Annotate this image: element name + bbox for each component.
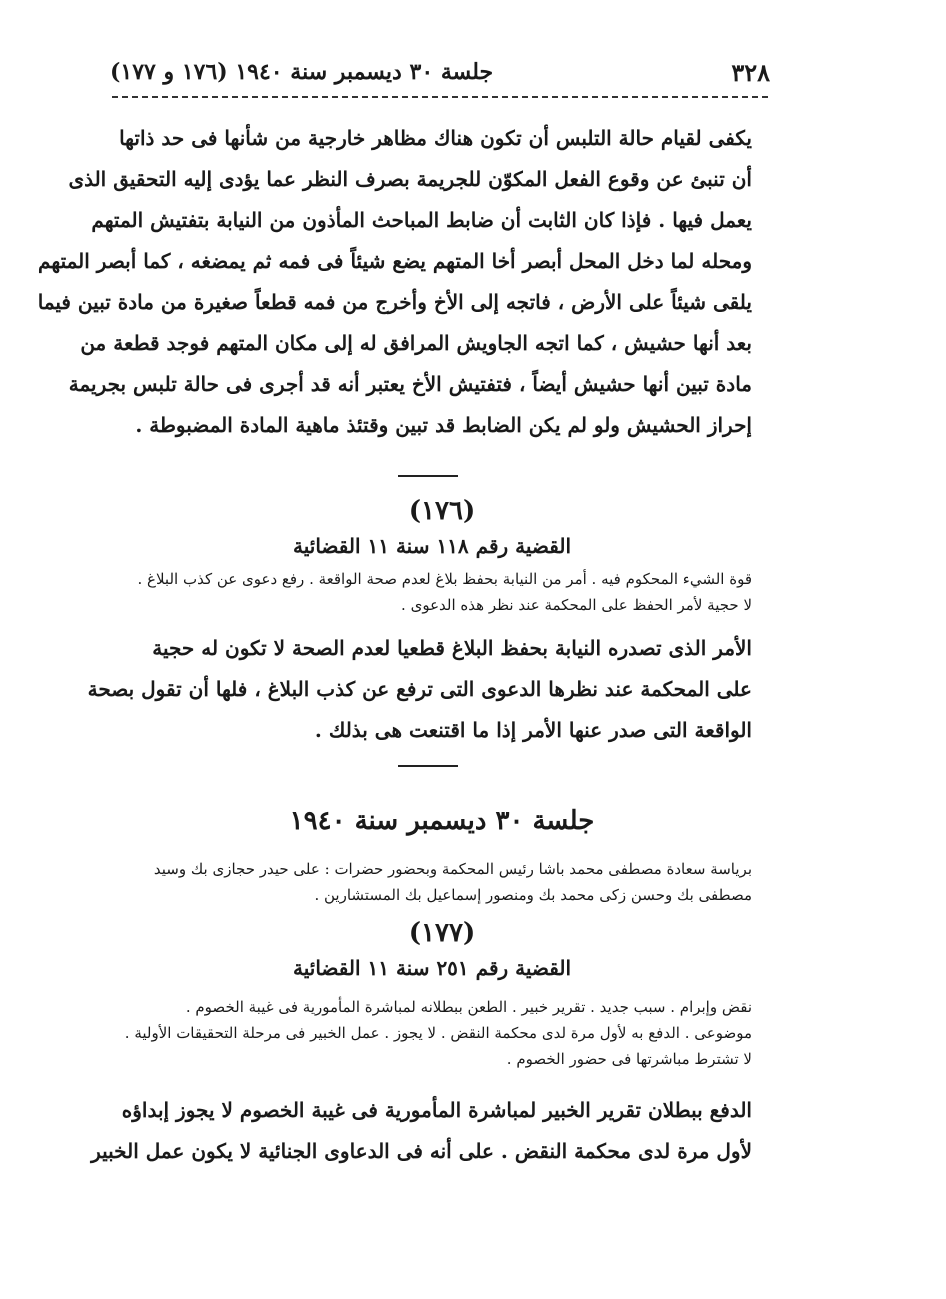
page-number: ٣٢٨ — [731, 57, 770, 87]
text-line: يلقى شيئاً على الأرض ، فاتجه إلى الأخ وأخرج من فمه قطعاً صغيرة من مادة تبين فيما — [37, 290, 752, 314]
text-line: بعد أنها حشيش ، كما اتجه الجاويش المرافق له إلى مكان المتهم فوجد قطعة من — [80, 331, 752, 355]
text-line: ومحله لما دخل المحل أبصر أخا المتهم يضع شيئاً فى فمه ثم يمضغه ، كما أبصر المتهم — [38, 249, 752, 273]
case-176-body — [87, 628, 752, 751]
running-title: جلسة ٣٠ ديسمبر سنة ١٩٤٠ (١٧٦ و ١٧٧) — [110, 59, 494, 85]
text-line: يكفى لقيام حالة التلبس أن تكون هناك مظاهر خارجية من شأنها فى حد ذاتها — [119, 126, 752, 150]
text-line: على المحكمة عند نظرها الدعوى التى ترفع عن كذب البلاغ ، فلها أن تقول بصحة — [87, 677, 752, 701]
header-rule — [112, 96, 768, 98]
running-header — [110, 52, 770, 92]
summary-line: نقض وإبرام . سبب جديد . تقرير خبير . الطعن ببطلانه لمباشرة المأمورية فى غيبة الخصوم . — [185, 998, 752, 1016]
text-line: أن تنبئ عن وقوع الفعل المكوّن للجريمة بصرف النظر عما يؤدى إليه التحقيق الذى — [68, 167, 752, 191]
summary-line: لا تشترط مباشرتها فى حضور الخصوم . — [506, 1050, 752, 1068]
session-presidency — [112, 856, 752, 908]
case-177-summary — [112, 994, 752, 1072]
text-line: الأمر الذى تصدره النيابة بحفظ البلاغ قطعيا لعدم الصحة لا تكون له حجية — [152, 636, 752, 660]
separator-rule — [398, 765, 458, 767]
presidency-line: مصطفى بك وحسن زكى محمد بك ومنصور إسماعيل بك المستشارين . — [314, 886, 752, 904]
intro-paragraph — [37, 118, 752, 446]
text-line: يعمل فيها . فإذا كان الثابت أن ضابط المباحث المأذون من النيابة بتفتيش المتهم — [91, 208, 752, 232]
text-line: الدفع ببطلان تقرير الخبير لمباشرة المأمورية فى غيبة الخصوم لا يجوز إبداؤه — [121, 1098, 752, 1122]
summary-line: قوة الشيء المحكوم فيه . أمر من النيابة بحفظ بلاغ لعدم صحة الواقعة . رفع دعوى عن كذب البلاغ . — [137, 570, 752, 588]
text-line: لأول مرة لدى محكمة النقض . على أنه فى الدعاوى الجنائية لا يكون عمل الخبير — [91, 1139, 752, 1163]
case-177-body — [91, 1090, 752, 1172]
case-176-number: (١٧٦) — [408, 496, 476, 526]
separator-rule — [398, 475, 458, 477]
case-177-title: القضية رقم ٢٥١ سنة ١١ القضائية — [293, 956, 571, 980]
case-176-title: القضية رقم ١١٨ سنة ١١ القضائية — [293, 534, 571, 558]
presidency-line: برياسة سعادة مصطفى محمد باشا رئيس المحكمة وبحضور حضرات : على حيدر حجازى بك وسيد — [153, 860, 752, 878]
summary-line: موضوعى . الدفع به لأول مرة لدى محكمة النقض . لا يجوز . عمل الخبير فى مرحلة التحقيقات الأولية . — [124, 1024, 752, 1042]
text-line: مادة تبين أنها حشيش أيضاً ، فتفتيش الأخ يعتبر أنه قد أجرى فى حالة تلبس بجريمة — [68, 372, 752, 396]
text-line: الواقعة التى صدر عنها الأمر إذا ما اقتنعت هى بذلك . — [314, 718, 752, 742]
session-title: جلسة ٣٠ ديسمبر سنة ١٩٤٠ — [289, 806, 595, 836]
case-176-summary — [112, 566, 752, 618]
summary-line: لا حجية لأمر الحفظ على المحكمة عند نظر هذه الدعوى . — [401, 596, 752, 614]
case-177-number: (١٧٧) — [408, 918, 476, 948]
text-line: إحراز الحشيش ولو لم يكن الضابط قد تبين وقتئذ ماهية المادة المضبوطة . — [135, 413, 752, 437]
